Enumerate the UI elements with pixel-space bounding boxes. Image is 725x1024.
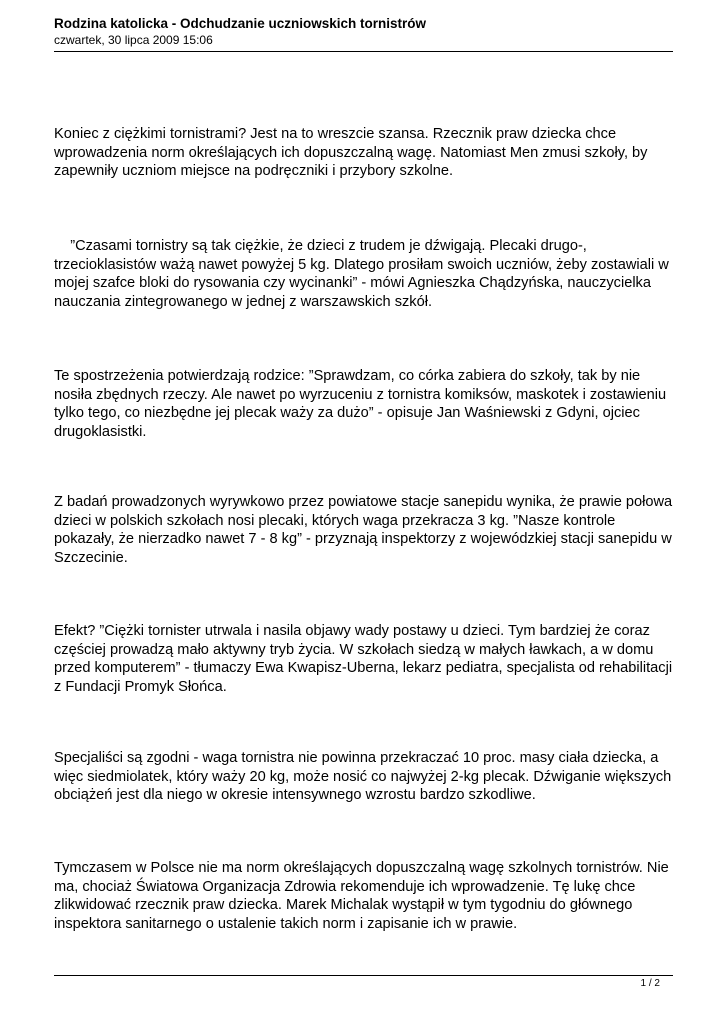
article-paragraph-5: Efekt? ”Ciężki tornister utrwala i nasila objawy wady postawy u dzieci. Tym bardziej że coraz częściej prowadzą mało aktywny tryb życia. W szkołach siedzą w małych ławkach, a w domu przed komputerem” - tłumaczy Ewa Kwapisz-Uberna, lekarz pediatra, specjalista od rehabilitacji z Fundacji Promyk Słońca. <box>54 623 673 695</box>
footer-divider <box>54 975 673 976</box>
document-header <box>54 15 674 48</box>
page-number: 1 / 2 <box>640 978 660 989</box>
article-paragraph-4: Z badań prowadzonych wyrywkowo przez powiatowe stacje sanepidu wynika, że prawie połowa dzieci w polskich szkołach nosi plecaki, których waga przekracza 3 kg. ”Nasze kontrole pokazały, że nierzadko nawet 7 - 8 kg” - przyznają inspektorzy z wojewódzkiej stacji sanepidu w Szczecinie. <box>54 494 673 566</box>
header-divider <box>54 51 673 52</box>
article-title: Rodzina katolicka - Odchudzanie uczniowskich tornistrów <box>54 16 427 31</box>
article-paragraph-3: Te spostrzeżenia potwierdzają rodzice: ”Sprawdzam, co córka zabiera do szkoły, tak by nie nosiła zbędnych rzeczy. Ale nawet po wyrzuceniu z tornistra komiksów, maskotek i zostawieniu tylko tego, co niezbędne jej plecak waży za dużo” - opisuje Jan Waśniewski z Gdyni, ojciec drugoklasistki. <box>54 368 667 440</box>
article-paragraph-7: Tymczasem w Polsce nie ma norm określających dopuszczalną wagę szkolnych tornistrów. Nie ma, chociaż Światowa Organizacja Zdrowia rekomenduje ich wprowadzenie. Tę lukę chce zlikwidować rzecznik praw dziecka. Marek Michalak wystąpił w tym tygodniu do głównego inspektora sanitarnego o ustalenie takich norm i zapisanie ich w prawie. <box>54 860 669 932</box>
article-paragraph-1: Koniec z ciężkimi tornistrami? Jest na to wreszcie szansa. Rzecznik praw dziecka chce wprowadzenia norm określających ich dopuszczalną wagę. Natomiast Men zmusi szkoły, by zapewniły uczniom miejsce na podręczniki i przybory szkolne. <box>54 126 648 179</box>
article-paragraph-2: ”Czasami tornistry są tak ciężkie, że dzieci z trudem je dźwigają. Plecaki drugo-, trzecioklasistów ważą nawet powyżej 5 kg. Dlatego prosiłam swoich uczniów, żeby zostawiali w mojej szafce bloki do rysowania czy wycinanki” - mówi Agnieszka Chądzyńska, nauczycielka nauczania zintegrowanego w jednej z warszawskich szkół. <box>54 238 669 310</box>
article-paragraph-6: Specjaliści są zgodni - waga tornistra nie powinna przekraczać 10 proc. masy ciała dziecka, a więc siedmiolatek, który waży 20 kg, może nosić co najwyżej 2-kg plecak. Dźwiganie większych obciążeń jest dla niego w okresie intensywnego wzrostu bardzo szkodliwe. <box>54 750 672 803</box>
article-date: czwartek, 30 lipca 2009 15:06 <box>54 33 213 47</box>
